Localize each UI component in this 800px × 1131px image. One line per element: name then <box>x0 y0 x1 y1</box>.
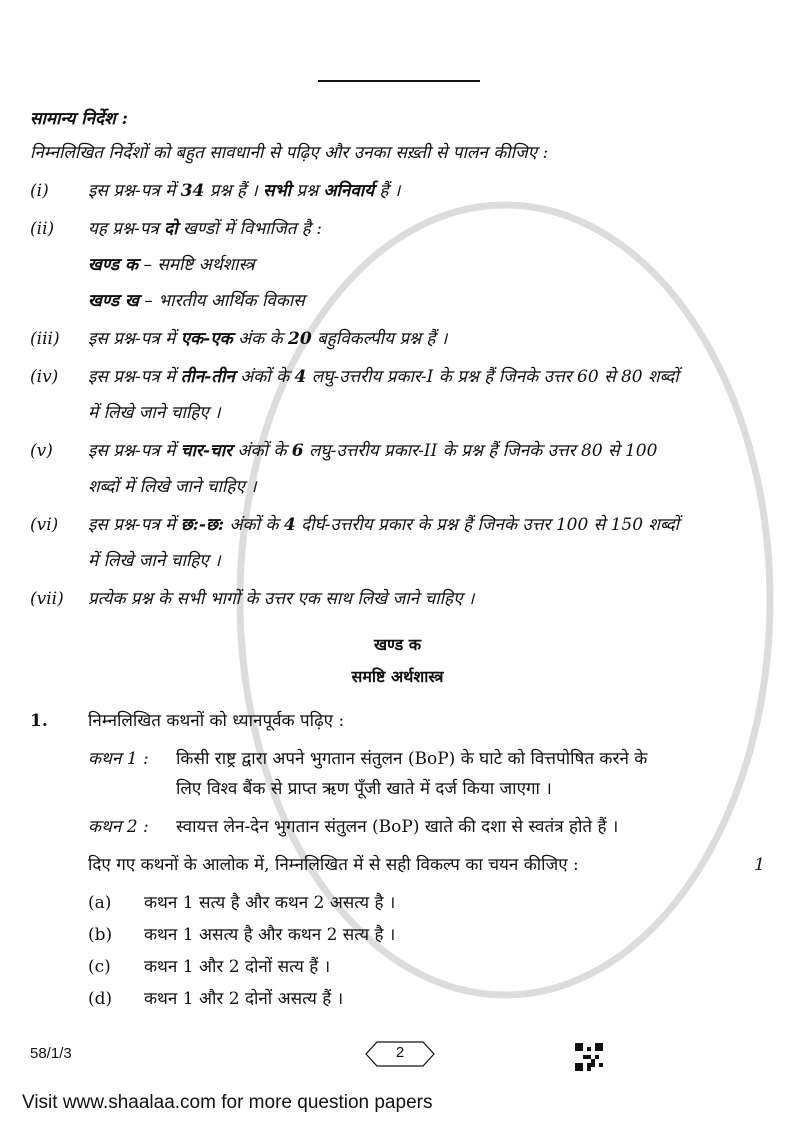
instruction-text: इस प्रश्न-पत्र में <box>88 515 181 535</box>
instruction-text: अंक के <box>232 329 288 349</box>
instruction-list <box>30 176 765 614</box>
emphasis-text: सभी <box>263 181 292 201</box>
statement1-label: कथन 1 : <box>88 749 149 769</box>
option-item <box>88 888 765 918</box>
statement1-text <box>176 744 765 804</box>
instruction-text: शब्दों में लिखे जाने चाहिए । <box>88 477 257 497</box>
statement1-line: लिए विश्व बैंक से प्राप्त ऋण पूँजी खाते में दर्ज किया जाएगा । <box>176 779 552 799</box>
option-item <box>88 984 765 1014</box>
instruction-item <box>30 584 765 614</box>
instruction-number: (ii) <box>30 219 55 239</box>
instruction-line <box>88 362 765 392</box>
instruction-item <box>30 362 765 428</box>
instructions-title: सामान्य निर्देश : <box>30 109 128 129</box>
instruction-line <box>88 510 765 540</box>
instruction-text: दीर्घ-उत्तरीय प्रकार के प्रश्न हैं जिनके उत्तर 100 से 150 शब्दों <box>295 515 680 535</box>
instruction-item <box>30 324 765 354</box>
statement1-line: किसी राष्ट्र द्वारा अपने भुगतान संतुलन (BoP) के घाटे को वित्तपोषित करने के <box>176 749 648 769</box>
top-rule <box>318 80 480 82</box>
page-number <box>365 1041 435 1067</box>
page-content <box>30 104 765 1022</box>
emphasis-text: तीन-तीन <box>180 367 235 387</box>
instruction-number: (v) <box>30 441 53 461</box>
instruction-text: अंकों के <box>232 441 292 461</box>
instruction-text: इस प्रश्न-पत्र में <box>88 181 181 201</box>
instruction-number: (i) <box>30 181 49 201</box>
question-marks: 1 <box>754 855 765 875</box>
emphasis-text: खण्ड ख <box>88 291 139 311</box>
instruction-text: अंकों के <box>224 515 284 535</box>
question-prompt: दिए गए कथनों के आलोक में, निम्नलिखित में से सही विकल्प का चयन कीजिए : <box>88 855 579 875</box>
instruction-text: प्रत्येक प्रश्न के सभी भागों के उत्तर एक साथ लिखे जाने चाहिए । <box>88 589 475 609</box>
instructions-intro: निम्नलिखित निर्देशों को बहुत सावधानी से पढ़िए और उनका सख़्ती से पालन कीजिए : <box>30 143 549 163</box>
instruction-text: अंकों के <box>234 367 295 387</box>
instruction-lines <box>88 324 765 354</box>
instruction-number: (vii) <box>30 589 64 609</box>
instruction-text: इस प्रश्न-पत्र में <box>88 367 181 387</box>
instruction-lines <box>88 510 765 576</box>
instruction-line <box>88 584 765 614</box>
statement2-label: कथन 2 : <box>88 817 149 837</box>
instruction-text: में लिखे जाने चाहिए । <box>88 403 221 423</box>
emphasis-text: 4 <box>283 515 296 535</box>
instruction-text: खण्डों में विभाजित है : <box>177 219 322 239</box>
option-label: (b) <box>88 925 113 945</box>
instruction-lines <box>88 176 765 206</box>
instruction-text: – भारतीय आर्थिक विकास <box>138 291 305 311</box>
statement2-text: स्वायत्त लेन-देन भुगतान संतुलन (BoP) खाते की दशा से स्वतंत्र होते हैं । <box>176 817 619 837</box>
section-subject: समष्टि अर्थशास्त्र <box>351 667 444 686</box>
emphasis-text: चार-चार <box>180 441 233 461</box>
option-label: (a) <box>88 893 112 913</box>
instruction-text: यह प्रश्न-पत्र <box>88 219 165 239</box>
emphasis-text: छ:-छ: <box>180 515 225 535</box>
instruction-text: इस प्रश्न-पत्र में <box>88 441 181 461</box>
option-item <box>88 952 765 982</box>
instruction-line <box>88 472 765 502</box>
instruction-text: हैं । <box>374 181 401 201</box>
instruction-text: में लिखे जाने चाहिए । <box>88 551 221 571</box>
question-number: 1. <box>30 711 48 731</box>
instruction-lines <box>88 584 765 614</box>
instruction-line <box>88 214 765 244</box>
instruction-lines <box>88 436 765 502</box>
question-prompt-row <box>88 850 765 880</box>
question-body <box>88 706 765 1022</box>
instruction-line <box>88 436 765 466</box>
visit-link[interactable]: Visit www.shaalaa.com for more question papers <box>22 1092 433 1113</box>
option-text: कथन 1 सत्य है और कथन 2 असत्य है । <box>144 893 396 913</box>
instruction-number: (vi) <box>30 515 59 535</box>
section-name: खण्ड क <box>373 635 422 654</box>
paper-code: 58/1/3 <box>30 1045 72 1062</box>
instruction-line <box>88 546 765 576</box>
instruction-text: प्रश्न हैं । <box>204 181 264 201</box>
option-item <box>88 920 765 950</box>
emphasis-text: 4 <box>294 367 307 387</box>
option-label: (c) <box>88 957 111 977</box>
instruction-text: इस प्रश्न-पत्र में <box>88 329 181 349</box>
emphasis-text: दो <box>164 219 178 239</box>
instruction-text: लघु-उत्तरीय प्रकार-I के प्रश्न हैं जिनके उत्तर 60 से 80 शब्दों <box>306 367 679 387</box>
emphasis-text: 20 <box>288 329 312 349</box>
option-text: कथन 1 असत्य है और कथन 2 सत्य है । <box>144 925 396 945</box>
emphasis-text: 6 <box>291 441 304 461</box>
option-text: कथन 1 और 2 दोनों असत्य हैं । <box>144 989 344 1009</box>
instruction-item <box>30 510 765 576</box>
question-1 <box>30 706 765 1022</box>
instruction-item <box>30 176 765 206</box>
statement-1 <box>88 744 765 804</box>
emphasis-text: 34 <box>180 181 205 201</box>
option-list <box>88 888 765 1014</box>
emphasis-text: अनिवार्य <box>323 181 375 201</box>
instruction-text: प्रश्न <box>291 181 324 201</box>
instruction-line <box>88 250 765 280</box>
emphasis-text: खण्ड क <box>88 255 139 275</box>
instruction-line <box>88 286 765 316</box>
instruction-number: (iv) <box>30 367 59 387</box>
page-number-text: 2 <box>395 1044 405 1061</box>
instruction-lines <box>88 362 765 428</box>
emphasis-text: एक-एक <box>180 329 233 349</box>
instruction-line <box>88 176 765 206</box>
statement-2 <box>88 812 765 842</box>
instruction-line <box>88 398 765 428</box>
option-label: (d) <box>88 989 113 1009</box>
instruction-text: लघु-उत्तरीय प्रकार-II के प्रश्न हैं जिनके उत्तर 80 से 100 <box>303 441 658 461</box>
instruction-item <box>30 214 765 316</box>
instruction-text: बहुविकल्पीय प्रश्न हैं । <box>311 329 448 349</box>
instruction-line <box>88 324 765 354</box>
instruction-lines <box>88 214 765 316</box>
qr-code-icon <box>575 1043 603 1071</box>
instruction-item <box>30 436 765 502</box>
question-stem: निम्नलिखित कथनों को ध्यानपूर्वक पढ़िए : <box>88 711 345 731</box>
instruction-number: (iii) <box>30 329 60 349</box>
option-text: कथन 1 और 2 दोनों सत्य हैं । <box>144 957 331 977</box>
instruction-text: – समष्टि अर्थशास्त्र <box>138 255 255 275</box>
